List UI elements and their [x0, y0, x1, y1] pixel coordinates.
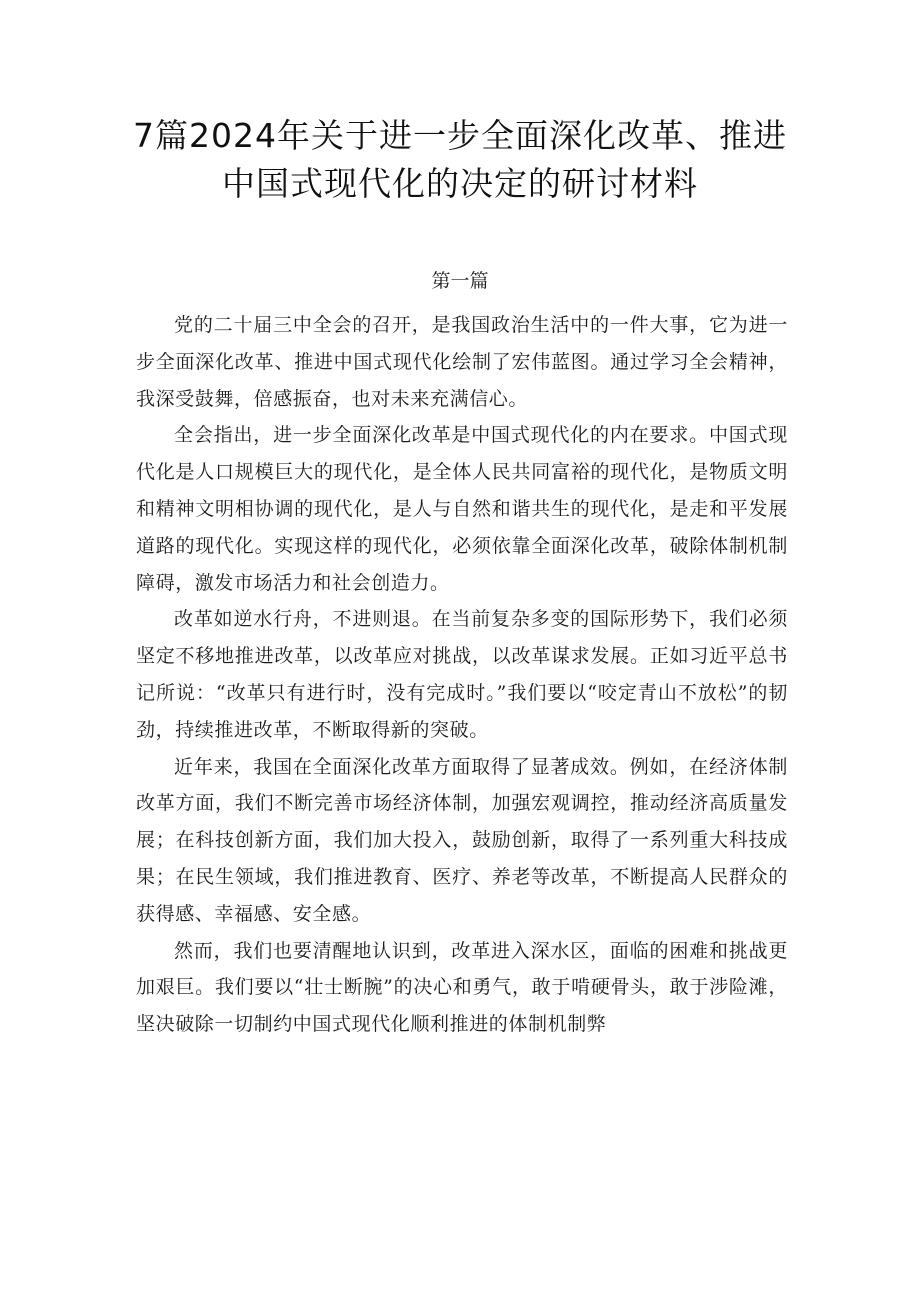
paragraph-1: 党的二十届三中全会的召开，是我国政治生活中的一件大事，它为进一步全面深化改革、推进中国式现代化绘制了宏伟蓝图。通过学习全会精神，我深受鼓舞，倍感振奋，也对未来充满信心。 — [136, 314, 788, 410]
document-title — [110, 112, 810, 208]
document-title-line-1: 7篇2024年关于进一步全面深化改革、推进 — [133, 116, 787, 155]
paragraph-3: 改革如逆水行舟，不进则退。在当前复杂多变的国际形势下，我们必须坚定不移地推进改革，以改革应对挑战，以改革谋求发展。正如习近平总书记所说：“改革只有进行时，没有完成时。”我们要以“咬定青山不放松”的韧劲，持续推进改革，不断取得新的突破。 — [136, 608, 788, 741]
document-title-line-2: 中国式现代化的决定的研讨材料 — [222, 164, 698, 203]
section-heading: 第一篇 — [431, 270, 489, 292]
paragraph-5: 然而，我们也要清醒地认识到，改革进入深水区，面临的困难和挑战更加艰巨。我们要以“壮士断腕”的决心和勇气，敢于啃硬骨头，敢于涉险滩，坚决破除一切制约中国式现代化顺利推进的体制机制弊 — [136, 939, 788, 1036]
document-body — [136, 307, 788, 1043]
paragraph-4: 近年来，我国在全面深化改革方面取得了显著成效。例如，在经济体制改革方面，我们不断完善市场经济体制，加强宏观调控，推动经济高质量发展；在科技创新方面，我们加大投入，鼓励创新，取得了一系列重大科技成果；在民生领域，我们推进教育、医疗、养老等改革，不断提高人民群众的获得感、幸福感、安全感。 — [136, 755, 788, 925]
paragraph-2: 全会指出，进一步全面深化改革是中国式现代化的内在要求。中国式现代化是人口规模巨大的现代化，是全体人民共同富裕的现代化，是物质文明和精神文明相协调的现代化，是人与自然和谐共生的现代化，是走和平发展道路的现代化。实现这样的现代化，必须依靠全面深化改革，破除体制机制障碍，激发市场活力和社会创造力。 — [136, 424, 788, 594]
